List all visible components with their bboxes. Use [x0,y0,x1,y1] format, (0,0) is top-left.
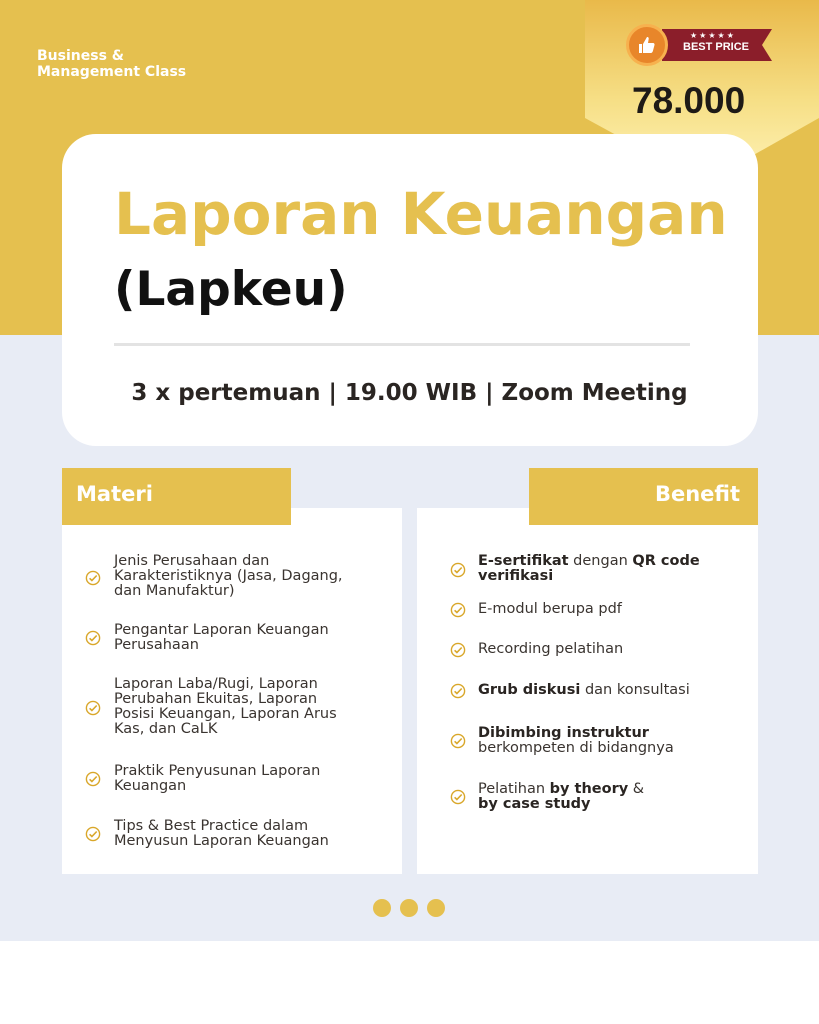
price-value: 78.000 [632,80,746,121]
pagination-dots [373,899,445,917]
check-icon [85,630,101,646]
page-dot [427,899,445,917]
check-icon [450,562,466,578]
materi-heading: Materi [62,468,291,525]
rating-stars: ★★★★★ [690,31,736,40]
page-dot [400,899,418,917]
course-schedule: 3 x pertemuan | 19.00 WIB | Zoom Meeting [131,380,688,406]
benefit-item-6: Pelatihan by theory & by case study [478,781,645,812]
check-icon [85,826,101,842]
materi-item-1: Jenis Perusahaan dan Karakteristiknya (Jasa, Dagang, dan Manufaktur) [114,553,343,599]
best-price-label: BEST PRICE [683,41,750,53]
divider [114,343,690,346]
brand-label [37,48,186,80]
materi-item-5: Tips & Best Practice dalam Menyusun Laporan Keuangan [114,818,329,849]
brand-line-1: Business & [37,48,124,64]
benefit-item-4: Grub diskusi dan konsultasi [478,682,690,698]
benefit-heading: Benefit [529,468,758,525]
course-title: Laporan Keuangan [114,180,728,248]
benefit-item-5: Dibimbing instruktur berkompeten di bidangnya [478,725,674,756]
check-icon [450,789,466,805]
check-icon [450,602,466,618]
check-icon [85,570,101,586]
check-icon [85,700,101,716]
check-icon [450,683,466,699]
page-dot [373,899,391,917]
materi-item-4: Praktik Penyusunan Laporan Keuangan [114,763,321,794]
brand-line-2: Management Class [37,64,187,80]
benefit-item-3: Recording pelatihan [478,641,624,657]
course-subtitle: (Lapkeu) [114,262,348,317]
materi-item-3: Laporan Laba/Rugi, Laporan Perubahan Ekuitas, Laporan Posisi Keuangan, Laporan Arus Kas, dan CaLK [114,676,337,737]
thumbs-up-icon [626,24,668,66]
check-icon [85,771,101,787]
materi-item-2: Pengantar Laporan Keuangan Perusahaan [114,622,329,653]
check-icon [450,733,466,749]
check-icon [450,642,466,658]
benefit-item-2: E-modul berupa pdf [478,601,622,617]
benefit-item-1: E-sertifikat dengan QR code verifikasi [478,553,700,584]
